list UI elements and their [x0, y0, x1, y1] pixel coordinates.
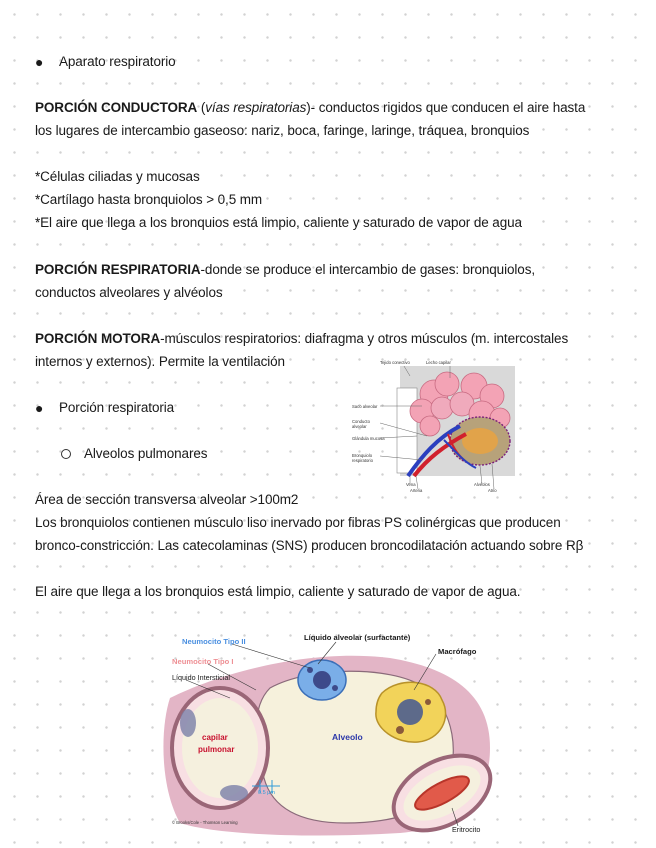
respiratoria-line-2: conductos alveolares y alvéolos	[35, 285, 223, 300]
label-alveolo: Alveolo	[332, 732, 363, 742]
motora-rest: -músculos respiratorios: diafragma y otros músculos (m. intercostales	[160, 331, 569, 346]
respiratoria-title: PORCIÓN RESPIRATORIA	[35, 262, 201, 277]
conductora-italic: vías respiratorias	[205, 100, 307, 115]
motora-line-2: internos y externos). Permite la ventilación	[35, 354, 285, 369]
bullet-dot-icon: ●	[35, 54, 44, 70]
label-neumocito-ii: Neumocito Tipo II	[182, 637, 246, 646]
conductora-line-2: los lugares de intercambio gaseoso: nariz, boca, faringe, laringe, tráquea, bronquios	[35, 123, 530, 138]
label-bronquiolo: Bronquiolo	[352, 453, 373, 458]
respiratoria-line-1	[35, 261, 535, 279]
conductora-title: PORCIÓN CONDUCTORA	[35, 100, 198, 115]
label-neumocito-i: Neumocito Tipo I	[172, 657, 234, 666]
bullet-dot-icon: ●	[35, 400, 44, 416]
bullet-circle-icon	[61, 449, 71, 459]
conductora-line-1	[35, 99, 585, 117]
label-capilar: capilar	[202, 733, 228, 742]
label-alveolos: Alvéolos	[474, 482, 490, 487]
label-lecho: Lecho capilar	[426, 360, 451, 365]
label-distance: 0.5 μm	[258, 790, 275, 796]
label-arteria: Arteria	[410, 488, 423, 493]
label-atrio: Atrio	[488, 488, 497, 493]
label-conducto-2: alveolar	[352, 424, 367, 429]
label-conducto: Conducto	[352, 419, 370, 424]
label-macrofago: Macrófago	[438, 647, 477, 656]
feature-line: *Células ciliadas y mucosas	[35, 169, 200, 184]
bullet-aparato: Aparato respiratorio	[59, 54, 176, 69]
area-line: Área de sección transversa alveolar >100m2	[35, 492, 299, 507]
alveolus-figure	[160, 628, 500, 838]
conductora-rest: )- conductos rigidos que conducen el aire hasta	[306, 100, 586, 115]
bronquiolos-line-2: bronco-constricción. Las catecolaminas (SNS) producen broncodilatación actuando sobre Rβ	[35, 538, 584, 553]
motora-line-1	[35, 330, 568, 348]
label-saco: Saco alveolar	[352, 404, 378, 409]
label-vena: Vena	[406, 482, 416, 487]
feature-line: *Cartílago hasta bronquiolos > 0,5 mm	[35, 192, 263, 207]
label-liquido-alveolar: Líquido alveolar (surfactante)	[304, 633, 411, 642]
label-liquido-intersticial: Líquido Intersticial	[172, 673, 230, 682]
aire-line: El aire que llega a los bronquios está limpio, caliente y saturado de vapor de agua.	[35, 584, 521, 599]
label-glandula: Glándula mucosa	[352, 436, 385, 441]
label-credit: © Brooks/Cole - Thomson Learning	[172, 820, 238, 825]
respiratoria-rest: -donde se produce el intercambio de gases: bronquiolos,	[200, 262, 535, 277]
conductora-paren: (	[197, 100, 206, 115]
label-tejido: Tejido conectivo	[380, 360, 410, 365]
label-eritrocito: Eritrocito	[452, 825, 481, 834]
bronquiolos-line-1: Los bronquiolos contienen músculo liso inervado por fibras PS colinérgicas que producen	[35, 515, 561, 530]
label-bronquiolo-2: respiratorio	[352, 458, 373, 463]
bullet-porcion-respiratoria: Porción respiratoria	[59, 400, 175, 415]
label-pulmonar: pulmonar	[198, 745, 235, 754]
bullet-alveolos: Alveolos pulmonares	[84, 446, 208, 461]
motora-title: PORCIÓN MOTORA	[35, 331, 161, 346]
feature-line: *El aire que llega a los bronquios está limpio, caliente y saturado de vapor de agua	[35, 215, 522, 230]
lung-lobule-figure	[352, 356, 522, 496]
